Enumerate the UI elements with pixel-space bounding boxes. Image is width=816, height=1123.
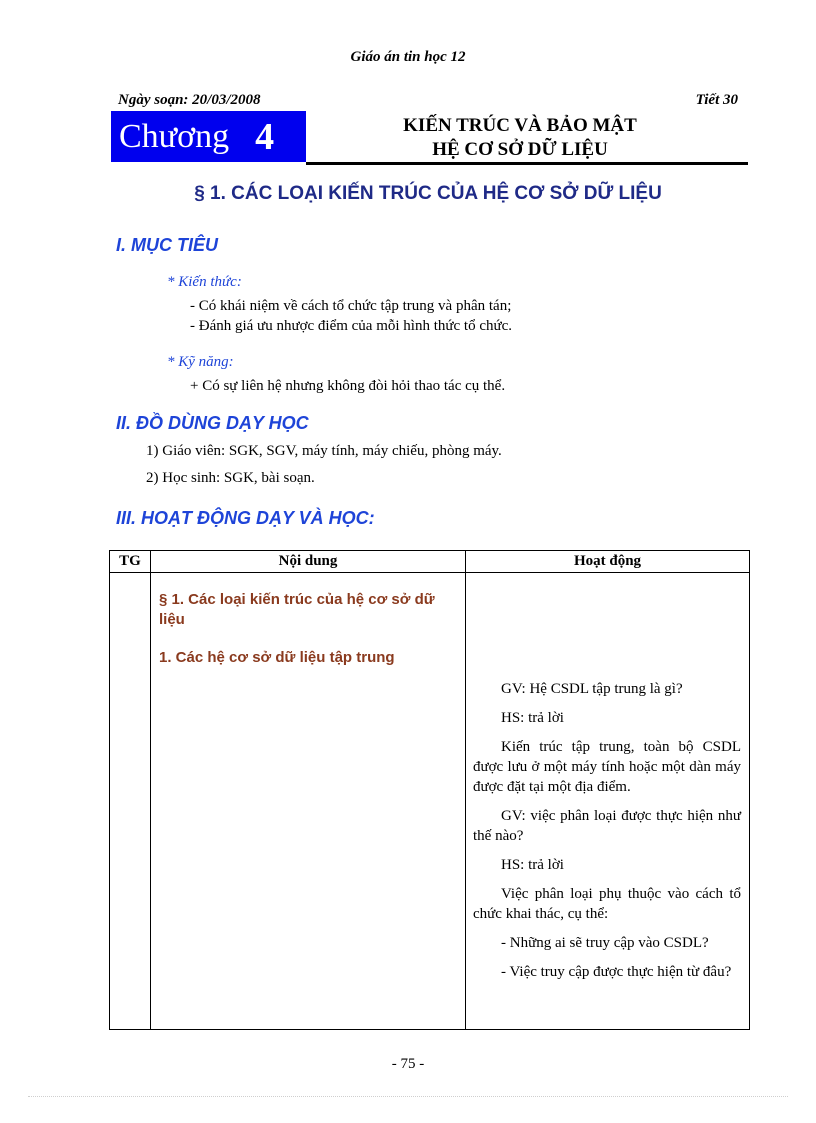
page-number: - 75 - (391, 1056, 425, 1072)
activity-paragraph: HS: trả lời (501, 857, 564, 873)
activity-paragraph: - Những ai sẽ truy cập vào CSDL? (501, 935, 709, 951)
table-row (110, 573, 750, 1030)
knowledge-label: * Kiến thức: (167, 274, 242, 290)
activity-paragraph: Kiến trúc tập trung, toàn bộ CSDL được lưu ở một máy tính hoặc một dàn máy được đặt tại một địa điểm. (473, 739, 741, 795)
activity-paragraph: - Việc truy cập được thực hiện từ đâu? (501, 964, 732, 980)
content-subsection-heading: 1. Các hệ cơ sở dữ liệu tập trung (159, 649, 395, 666)
column-header-content: Nội dung (151, 551, 466, 573)
content-section-heading: § 1. Các loại kiến trúc của hệ cơ sở dữ liệu (159, 591, 435, 628)
knowledge-item: - Đánh giá ưu nhược điểm của mỗi hình thức tổ chức. (190, 318, 513, 334)
objectives-heading: I. MỤC TIÊU (116, 235, 218, 255)
lesson-period: Tiết 30 (695, 92, 738, 108)
activity-paragraph: Việc phân loại phụ thuộc vào cách tổ chức khai thác, cụ thể: (473, 886, 741, 922)
content-cell (151, 573, 466, 1030)
materials-heading: II. ĐỒ DÙNG DẠY HỌC (116, 413, 309, 433)
column-header-time: TG (110, 551, 151, 573)
chapter-banner (111, 111, 306, 162)
section-title: § 1. CÁC LOẠI KIẾN TRÚC CỦA HỆ CƠ SỞ DỮ LIỆU (194, 183, 662, 204)
running-header: Giáo án tin học 12 (350, 49, 466, 65)
activity-paragraph: GV: Hệ CSDL tập trung là gì? (501, 681, 683, 697)
activity-table (109, 550, 750, 1030)
chapter-number: 4 (255, 115, 275, 158)
column-header-activity: Hoạt động (466, 551, 750, 573)
activity-paragraph: HS: trả lời (501, 710, 564, 726)
preparation-date: Ngày soạn: 20/03/2008 (118, 92, 261, 108)
table-header-row (110, 551, 750, 573)
skills-label: * Kỹ năng: (167, 354, 234, 370)
materials-item-student: 2) Học sinh: SGK, bài soạn. (146, 470, 315, 486)
activities-heading: III. HOẠT ĐỘNG DẠY VÀ HỌC: (116, 508, 375, 528)
materials-item-teacher: 1) Giáo viên: SGK, SGV, máy tính, máy chiếu, phòng máy. (146, 443, 502, 459)
chapter-word: Chương (119, 117, 230, 155)
chapter-title (340, 114, 700, 162)
chapter-divider (306, 162, 748, 165)
chapter-title-line-1: KIẾN TRÚC VÀ BẢO MẬT (403, 115, 637, 136)
knowledge-item: - Có khái niệm về cách tổ chức tập trung và phân tán; (190, 298, 512, 314)
skills-item: + Có sự liên hệ nhưng không đòi hỏi thao tác cụ thể. (190, 378, 506, 394)
activity-paragraph: GV: việc phân loại được thực hiện như thế nào? (473, 808, 741, 844)
page-bottom-divider (28, 1096, 788, 1097)
chapter-title-line-2: HỆ CƠ SỞ DỮ LIỆU (432, 139, 608, 160)
time-cell (110, 573, 151, 1030)
activity-cell (466, 573, 750, 1030)
